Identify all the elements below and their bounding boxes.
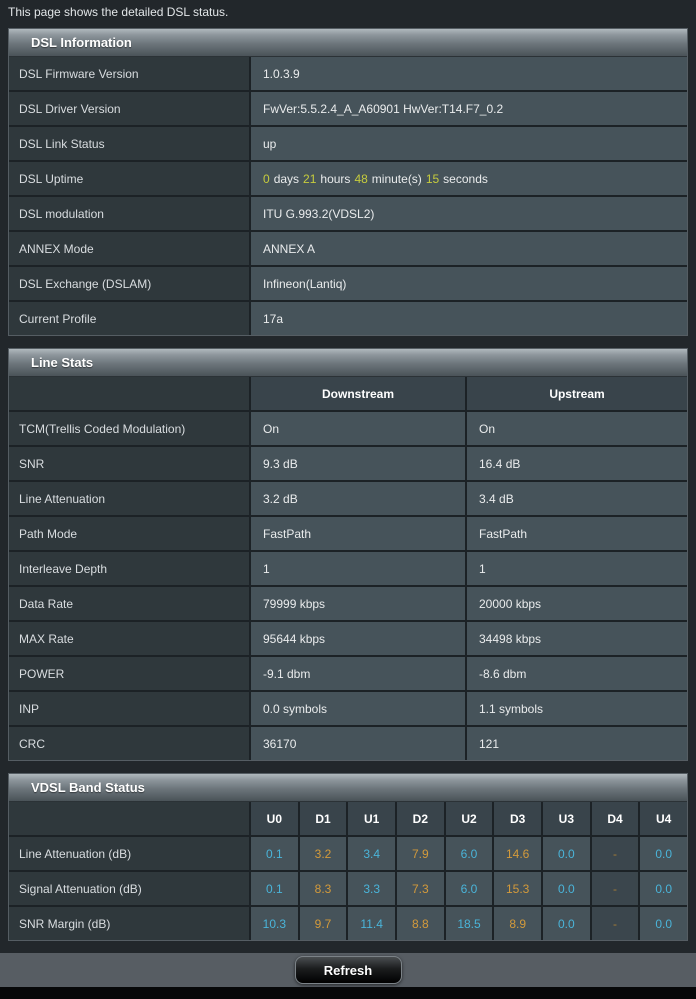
band-column-header-d3: D3 — [494, 802, 541, 835]
band-value-u1: 3.4 — [348, 837, 395, 870]
row-value — [251, 162, 687, 195]
main-content — [0, 28, 696, 953]
row-value: 17a — [251, 302, 687, 335]
band-value-d1: 8.3 — [300, 872, 347, 905]
upstream-value: -8.6 dbm — [467, 657, 687, 690]
row-label: DSL modulation — [9, 197, 249, 230]
column-header-downstream: Downstream — [251, 377, 465, 410]
band-value-d2: 8.8 — [397, 907, 444, 940]
row-label: Current Profile — [9, 302, 249, 335]
row-label: Line Attenuation — [9, 482, 249, 515]
band-value-u3: 0.0 — [543, 907, 590, 940]
band-value-d2: 7.3 — [397, 872, 444, 905]
downstream-value: 3.2 dB — [251, 482, 465, 515]
band-column-header-d1: D1 — [300, 802, 347, 835]
downstream-value: 9.3 dB — [251, 447, 465, 480]
row-label: SNR — [9, 447, 249, 480]
vdsl-corner-cell — [9, 802, 249, 835]
uptime-word: days — [273, 171, 300, 186]
band-value-u2: 6.0 — [446, 872, 493, 905]
row-value: ITU G.993.2(VDSL2) — [251, 197, 687, 230]
band-column-header-u4: U4 — [640, 802, 687, 835]
band-value-u0: 0.1 — [251, 872, 298, 905]
band-value-u2: 6.0 — [446, 837, 493, 870]
downstream-value: 1 — [251, 552, 465, 585]
footer-bar — [0, 953, 696, 987]
downstream-value: 79999 kbps — [251, 587, 465, 620]
band-column-header-d2: D2 — [397, 802, 444, 835]
band-value-d4: - — [592, 837, 639, 870]
band-value-d3: 8.9 — [494, 907, 541, 940]
downstream-value: 36170 — [251, 727, 465, 760]
row-label: MAX Rate — [9, 622, 249, 655]
row-label: DSL Firmware Version — [9, 57, 249, 90]
row-value: 1.0.3.9 — [251, 57, 687, 90]
line-stats-header — [9, 349, 687, 377]
band-value-u1: 3.3 — [348, 872, 395, 905]
row-label: POWER — [9, 657, 249, 690]
downstream-value: -9.1 dbm — [251, 657, 465, 690]
upstream-value: 1.1 symbols — [467, 692, 687, 725]
dsl-information-grid — [9, 57, 687, 335]
row-value: Infineon(Lantiq) — [251, 267, 687, 300]
upstream-value: 16.4 dB — [467, 447, 687, 480]
band-value-d4: - — [592, 907, 639, 940]
uptime-number: 15 — [425, 171, 440, 186]
upstream-value: 3.4 dB — [467, 482, 687, 515]
band-value-u0: 0.1 — [251, 837, 298, 870]
row-label: Line Attenuation (dB) — [9, 837, 249, 870]
section-title: DSL Information — [31, 35, 132, 50]
row-value: FwVer:5.5.2.4_A_A60901 HwVer:T14.F7_0.2 — [251, 92, 687, 125]
row-label: Data Rate — [9, 587, 249, 620]
band-value-u4: 0.0 — [640, 872, 687, 905]
row-label: TCM(Trellis Coded Modulation) — [9, 412, 249, 445]
row-label: Signal Attenuation (dB) — [9, 872, 249, 905]
band-column-header-u2: U2 — [446, 802, 493, 835]
band-value-u4: 0.0 — [640, 837, 687, 870]
row-label: INP — [9, 692, 249, 725]
downstream-value: 0.0 symbols — [251, 692, 465, 725]
band-value-u4: 0.0 — [640, 907, 687, 940]
vdsl-band-status-grid — [9, 802, 687, 940]
column-header-upstream: Upstream — [467, 377, 687, 410]
band-value-u3: 0.0 — [543, 872, 590, 905]
row-value: ANNEX A — [251, 232, 687, 265]
row-label: DSL Uptime — [9, 162, 249, 195]
uptime-number: 0 — [263, 171, 270, 186]
uptime-number: 48 — [354, 171, 368, 186]
row-label: ANNEX Mode — [9, 232, 249, 265]
uptime-word: minute(s) — [371, 171, 422, 186]
upstream-value: FastPath — [467, 517, 687, 550]
row-label: Path Mode — [9, 517, 249, 550]
row-label: DSL Driver Version — [9, 92, 249, 125]
band-column-header-u1: U1 — [348, 802, 395, 835]
band-value-u0: 10.3 — [251, 907, 298, 940]
refresh-button[interactable]: Refresh — [295, 956, 402, 984]
band-column-header-u0: U0 — [251, 802, 298, 835]
band-column-header-u3: U3 — [543, 802, 590, 835]
row-label: DSL Exchange (DSLAM) — [9, 267, 249, 300]
dsl-information-table — [8, 28, 688, 336]
row-label: SNR Margin (dB) — [9, 907, 249, 940]
row-value: up — [251, 127, 687, 160]
upstream-value: 1 — [467, 552, 687, 585]
vdsl-band-status-table — [8, 773, 688, 941]
band-value-u1: 11.4 — [348, 907, 395, 940]
section-title: Line Stats — [31, 355, 94, 370]
band-value-d1: 3.2 — [300, 837, 347, 870]
line-stats-corner-cell — [9, 377, 249, 410]
dsl-information-header — [9, 29, 687, 57]
band-value-u3: 0.0 — [543, 837, 590, 870]
band-value-d3: 15.3 — [494, 872, 541, 905]
upstream-value: 121 — [467, 727, 687, 760]
band-value-d4: - — [592, 872, 639, 905]
downstream-value: 95644 kbps — [251, 622, 465, 655]
uptime-word: hours — [320, 171, 351, 186]
uptime-number: 21 — [303, 171, 317, 186]
upstream-value: On — [467, 412, 687, 445]
page-description: This page shows the detailed DSL status. — [8, 5, 229, 19]
upstream-value: 34498 kbps — [467, 622, 687, 655]
band-value-d1: 9.7 — [300, 907, 347, 940]
section-title: VDSL Band Status — [31, 780, 145, 795]
downstream-value: On — [251, 412, 465, 445]
row-label: CRC — [9, 727, 249, 760]
row-label: DSL Link Status — [9, 127, 249, 160]
band-value-u2: 18.5 — [446, 907, 493, 940]
upstream-value: 20000 kbps — [467, 587, 687, 620]
band-column-header-d4: D4 — [592, 802, 639, 835]
band-value-d3: 14.6 — [494, 837, 541, 870]
line-stats-grid — [9, 377, 687, 760]
uptime-word: seconds — [443, 171, 488, 186]
downstream-value: FastPath — [251, 517, 465, 550]
vdsl-band-status-header — [9, 774, 687, 802]
bottom-bar — [0, 987, 696, 999]
band-value-d2: 7.9 — [397, 837, 444, 870]
row-label: Interleave Depth — [9, 552, 249, 585]
line-stats-table — [8, 348, 688, 761]
